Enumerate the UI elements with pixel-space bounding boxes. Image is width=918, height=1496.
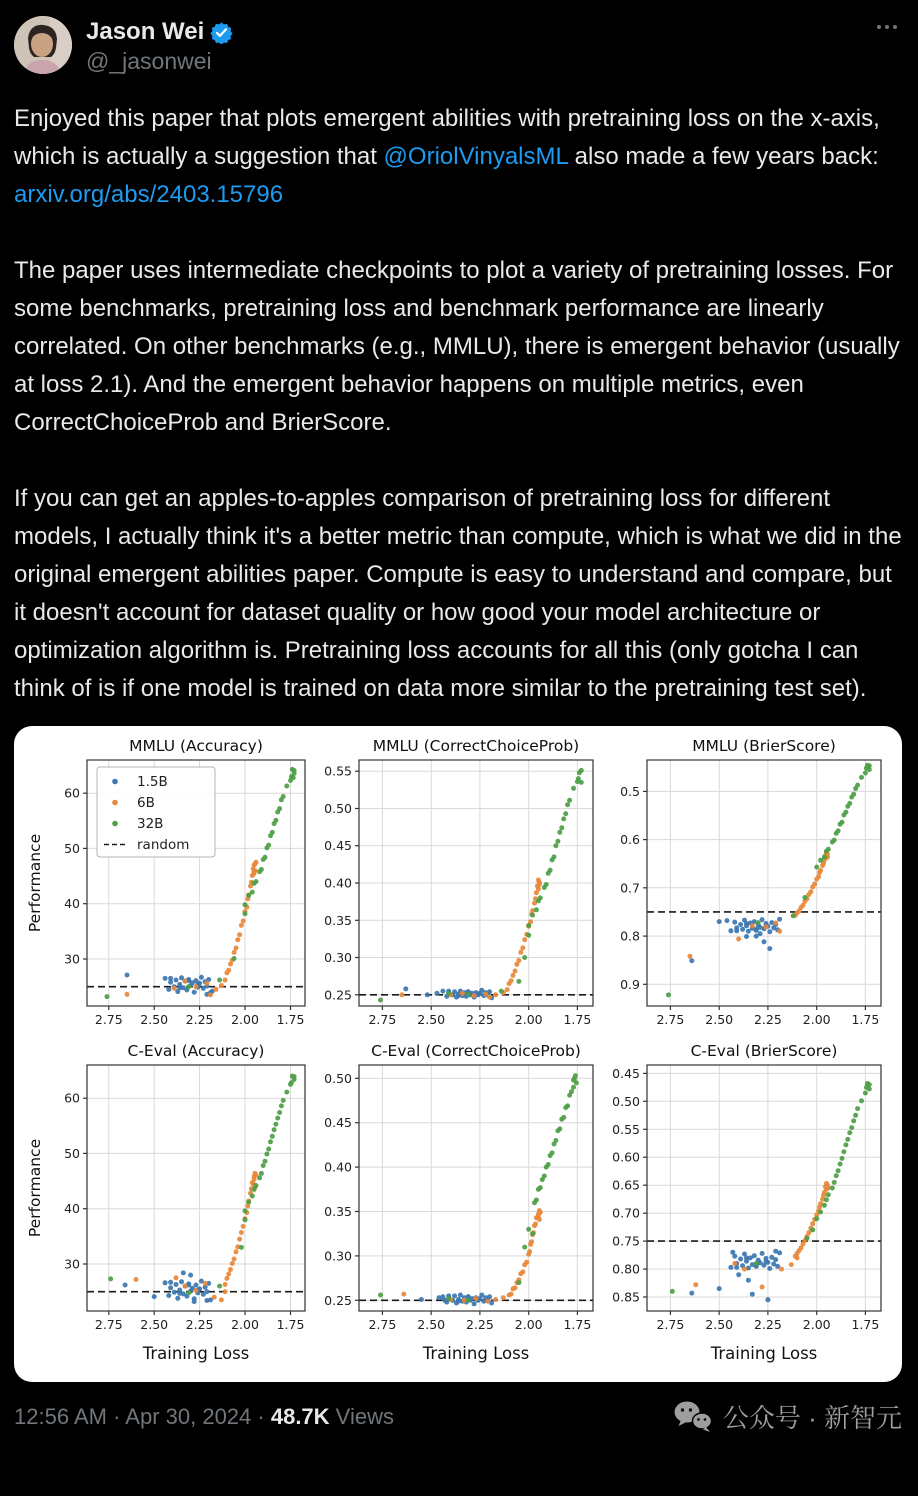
svg-text:0.45: 0.45 xyxy=(324,838,352,854)
post-time: 12:56 AM xyxy=(14,1403,107,1429)
svg-text:0.35: 0.35 xyxy=(324,1204,352,1219)
display-name[interactable]: Jason Wei xyxy=(86,18,205,45)
separator: · xyxy=(251,1403,271,1429)
tweet-text-segment: Enjoyed this paper that plots emergent abilities with pretraining loss on the x-axis, which is actually a suggestion that xyxy=(14,105,880,170)
svg-text:1.75: 1.75 xyxy=(851,1012,880,1027)
svg-text:1.75: 1.75 xyxy=(276,1012,305,1027)
svg-text:0.50: 0.50 xyxy=(612,1093,640,1109)
tweet-paragraph-1 xyxy=(14,100,902,214)
more-button[interactable] xyxy=(872,16,902,55)
svg-text:0.55: 0.55 xyxy=(612,1121,640,1137)
views-count: 48.7K xyxy=(270,1403,330,1429)
svg-text:0.55: 0.55 xyxy=(324,763,352,779)
tweet-paragraph-2: The paper uses intermediate checkpoints to plot a variety of pretraining losses. For some benchmarks, pretraining loss and benchmark performance are linearly correlated. On other benchmarks (e.g., MMLU), there is emergent behavior (usually at loss 2.1). And the emergent behavior happens on multiple metrics, even CorrectChoiceProb and BrierScore. xyxy=(14,257,900,436)
chart-mmlu-correctchoiceprob xyxy=(313,734,601,1039)
svg-text:2.25: 2.25 xyxy=(753,1012,782,1027)
svg-text:50: 50 xyxy=(64,1145,80,1161)
chart-mmlu-accuracy xyxy=(25,734,313,1039)
mention-link[interactable]: @OriolVinyalsML xyxy=(383,143,568,170)
svg-text:30: 30 xyxy=(64,951,80,967)
arxiv-link[interactable]: arxiv.org/abs/2403.15796 xyxy=(14,181,284,208)
tweet-footer xyxy=(14,1398,902,1441)
chart-title: C-Eval (CorrectChoiceProb) xyxy=(371,1042,581,1060)
chart-title: MMLU (Accuracy) xyxy=(129,737,263,755)
svg-text:2.50: 2.50 xyxy=(140,1317,169,1332)
x-axis-label: Training Loss xyxy=(422,1344,530,1363)
svg-text:1.75: 1.75 xyxy=(851,1317,880,1332)
svg-text:0.6: 0.6 xyxy=(620,832,640,848)
chart-title: MMLU (CorrectChoiceProb) xyxy=(372,737,580,755)
views-label: Views xyxy=(329,1403,394,1429)
svg-text:2.50: 2.50 xyxy=(705,1012,734,1027)
svg-text:2.75: 2.75 xyxy=(656,1317,685,1332)
svg-text:2.75: 2.75 xyxy=(368,1317,397,1332)
avatar[interactable] xyxy=(14,16,72,74)
tweet-media-figure[interactable] xyxy=(14,726,902,1382)
separator: · xyxy=(106,1403,126,1429)
chart-title: C-Eval (Accuracy) xyxy=(127,1042,265,1060)
svg-text:2.00: 2.00 xyxy=(514,1012,543,1027)
wechat-icon xyxy=(673,1400,713,1434)
svg-text:0.50: 0.50 xyxy=(324,801,352,816)
tweet-text xyxy=(14,100,902,708)
svg-text:0.7: 0.7 xyxy=(620,880,640,896)
chart-ceval-brierscore xyxy=(601,1039,889,1376)
timestamp xyxy=(14,1404,394,1430)
svg-text:2.50: 2.50 xyxy=(417,1012,446,1027)
chart-ceval-correctchoiceprob xyxy=(313,1039,601,1376)
chart-ceval-accuracy xyxy=(25,1039,313,1376)
profile-photo xyxy=(14,16,72,74)
svg-text:2.50: 2.50 xyxy=(705,1317,734,1332)
svg-text:2.75: 2.75 xyxy=(656,1012,685,1027)
svg-text:0.80: 0.80 xyxy=(612,1261,640,1277)
svg-text:2.75: 2.75 xyxy=(94,1012,123,1027)
svg-text:2.25: 2.25 xyxy=(753,1317,782,1332)
watermark xyxy=(673,1398,902,1435)
svg-text:0.30: 0.30 xyxy=(324,950,352,965)
svg-text:0.50: 0.50 xyxy=(324,1070,352,1086)
svg-text:2.00: 2.00 xyxy=(231,1317,259,1332)
svg-text:0.65: 0.65 xyxy=(612,1177,640,1193)
svg-text:2.25: 2.25 xyxy=(185,1317,214,1332)
x-axis-label: Training Loss xyxy=(710,1344,818,1363)
svg-text:0.75: 0.75 xyxy=(612,1233,640,1249)
svg-text:0.45: 0.45 xyxy=(612,1065,640,1081)
svg-text:2.00: 2.00 xyxy=(802,1317,831,1332)
verified-badge-icon xyxy=(210,21,233,44)
svg-text:2.75: 2.75 xyxy=(368,1012,397,1027)
svg-text:40: 40 xyxy=(64,896,80,912)
svg-text:1.75: 1.75 xyxy=(563,1317,592,1332)
svg-text:2.25: 2.25 xyxy=(465,1012,494,1027)
svg-text:1.75: 1.75 xyxy=(563,1012,592,1027)
svg-text:2.25: 2.25 xyxy=(465,1317,494,1332)
y-axis-label: Performance xyxy=(26,833,44,933)
tweet-header xyxy=(14,16,902,76)
chart-title: MMLU (BrierScore) xyxy=(692,737,836,755)
svg-text:0.25: 0.25 xyxy=(324,987,352,1003)
svg-text:60: 60 xyxy=(64,1090,80,1106)
svg-text:0.9: 0.9 xyxy=(620,976,640,992)
y-axis-label: Performance xyxy=(26,1138,44,1238)
svg-text:0.85: 0.85 xyxy=(612,1289,640,1305)
chart-title: C-Eval (BrierScore) xyxy=(690,1042,838,1060)
svg-text:0.60: 0.60 xyxy=(612,1149,640,1165)
chart-mmlu-brierscore xyxy=(601,734,889,1039)
svg-text:2.25: 2.25 xyxy=(185,1012,214,1027)
svg-text:1.75: 1.75 xyxy=(276,1317,305,1332)
svg-text:1.5B: 1.5B xyxy=(137,774,168,790)
more-ellipsis-icon xyxy=(874,20,900,46)
tweet-text-segment: also made a few years back: xyxy=(567,143,879,170)
svg-text:0.40: 0.40 xyxy=(324,875,352,891)
watermark-text: 公众号 · 新智元 xyxy=(722,1403,902,1433)
svg-text:0.35: 0.35 xyxy=(324,912,352,928)
user-handle[interactable]: @_jasonwei xyxy=(86,48,212,74)
svg-text:0.5: 0.5 xyxy=(620,783,640,799)
svg-text:0.8: 0.8 xyxy=(620,928,640,944)
svg-text:60: 60 xyxy=(64,785,80,801)
svg-text:32B: 32B xyxy=(137,816,164,832)
svg-text:2.00: 2.00 xyxy=(802,1012,831,1027)
svg-text:2.75: 2.75 xyxy=(94,1317,123,1332)
svg-text:2.00: 2.00 xyxy=(231,1012,259,1027)
svg-text:0.70: 0.70 xyxy=(612,1205,640,1221)
svg-text:2.50: 2.50 xyxy=(417,1317,446,1332)
svg-text:2.50: 2.50 xyxy=(140,1012,169,1027)
chart-grid xyxy=(25,734,891,1376)
svg-text:0.45: 0.45 xyxy=(324,1115,352,1131)
chart-legend xyxy=(97,767,215,857)
svg-text:0.40: 0.40 xyxy=(324,1159,352,1175)
svg-text:2.00: 2.00 xyxy=(514,1317,543,1332)
svg-text:40: 40 xyxy=(64,1201,80,1217)
svg-text:random: random xyxy=(137,837,190,853)
svg-text:0.25: 0.25 xyxy=(324,1292,352,1308)
svg-text:30: 30 xyxy=(64,1256,80,1272)
svg-text:50: 50 xyxy=(64,840,80,856)
svg-text:0.30: 0.30 xyxy=(324,1248,352,1264)
post-date: Apr 30, 2024 xyxy=(125,1403,252,1429)
tweet-paragraph-3: If you can get an apples-to-apples comparison of pretraining loss for different models, I actually think it's a better metric than compute, which is what we did in the original emergent abilities paper. Compute is easy to understand and compare, but it doesn't account for dataset quality or how good your model architecture or optimization algorithm is. Pretraining loss accounts for all this (only gotcha I can think of is if one model is trained on data more similar to the pretraining test set). xyxy=(14,485,902,702)
svg-text:6B: 6B xyxy=(137,795,155,811)
x-axis-label: Training Loss xyxy=(142,1344,250,1363)
